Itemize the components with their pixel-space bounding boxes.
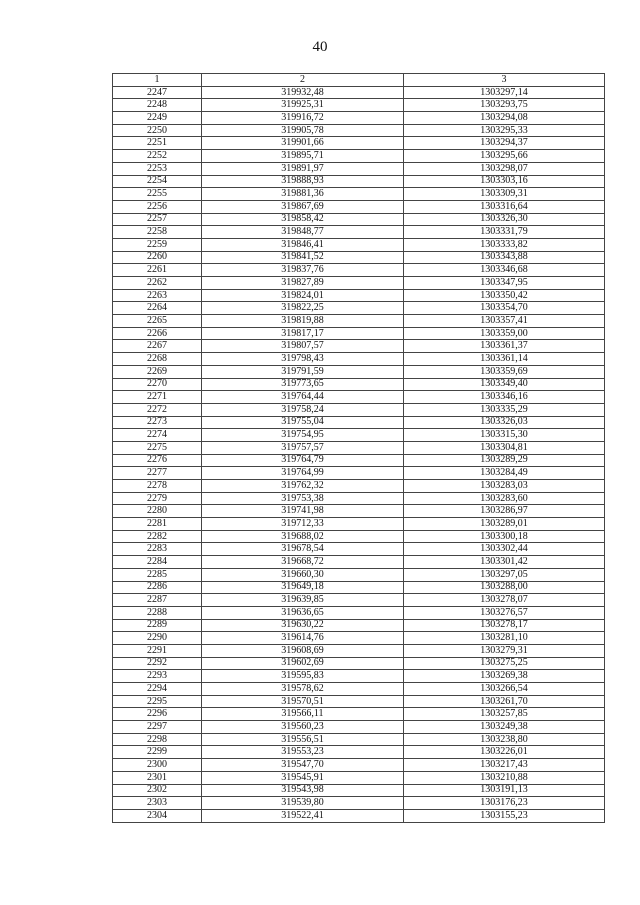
x-coordinate-cell: 319916,72	[202, 112, 404, 125]
x-coordinate-cell: 319827,89	[202, 277, 404, 290]
row-number-cell: 2296	[113, 708, 202, 721]
x-coordinate-cell: 319741,98	[202, 505, 404, 518]
row-number-cell: 2276	[113, 454, 202, 467]
table-row	[113, 226, 605, 239]
table-row	[113, 606, 605, 619]
row-number-cell: 2269	[113, 365, 202, 378]
table-row	[113, 721, 605, 734]
y-coordinate-cell: 1303303,16	[404, 175, 605, 188]
x-coordinate-cell: 319758,24	[202, 403, 404, 416]
row-number-cell: 2286	[113, 581, 202, 594]
row-number-cell: 2256	[113, 200, 202, 213]
table-row	[113, 518, 605, 531]
row-number-cell: 2285	[113, 568, 202, 581]
y-coordinate-cell: 1303276,57	[404, 606, 605, 619]
x-coordinate-cell: 319824,01	[202, 289, 404, 302]
y-coordinate-cell: 1303283,03	[404, 480, 605, 493]
row-number-cell: 2258	[113, 226, 202, 239]
table-row	[113, 403, 605, 416]
x-coordinate-cell: 319895,71	[202, 150, 404, 163]
row-number-cell: 2293	[113, 670, 202, 683]
row-number-cell: 2298	[113, 733, 202, 746]
table-row	[113, 213, 605, 226]
y-coordinate-cell: 1303266,54	[404, 683, 605, 696]
y-coordinate-cell: 1303275,25	[404, 657, 605, 670]
x-coordinate-cell: 319668,72	[202, 556, 404, 569]
table-row	[113, 543, 605, 556]
table-row	[113, 708, 605, 721]
row-number-cell: 2261	[113, 264, 202, 277]
x-coordinate-cell: 319807,57	[202, 340, 404, 353]
x-coordinate-cell: 319688,02	[202, 530, 404, 543]
table-row	[113, 809, 605, 822]
table-row	[113, 797, 605, 810]
row-number-cell: 2255	[113, 188, 202, 201]
row-number-cell: 2248	[113, 99, 202, 112]
y-coordinate-cell: 1303281,10	[404, 632, 605, 645]
y-coordinate-cell: 1303359,69	[404, 365, 605, 378]
row-number-cell: 2282	[113, 530, 202, 543]
y-coordinate-cell: 1303304,81	[404, 441, 605, 454]
y-coordinate-cell: 1303298,07	[404, 162, 605, 175]
table-row	[113, 391, 605, 404]
table-header-row	[113, 74, 605, 87]
x-coordinate-cell: 319566,11	[202, 708, 404, 721]
table-row	[113, 416, 605, 429]
x-coordinate-cell: 319846,41	[202, 238, 404, 251]
table-row	[113, 695, 605, 708]
y-coordinate-cell: 1303361,37	[404, 340, 605, 353]
x-coordinate-cell: 319636,65	[202, 606, 404, 619]
table-row	[113, 441, 605, 454]
y-coordinate-cell: 1303295,66	[404, 150, 605, 163]
row-number-cell: 2249	[113, 112, 202, 125]
y-coordinate-cell: 1303191,13	[404, 784, 605, 797]
y-coordinate-cell: 1303297,14	[404, 86, 605, 99]
y-coordinate-cell: 1303289,29	[404, 454, 605, 467]
row-number-cell: 2251	[113, 137, 202, 150]
row-number-cell: 2280	[113, 505, 202, 518]
table-row	[113, 251, 605, 264]
y-coordinate-cell: 1303357,41	[404, 315, 605, 328]
row-number-cell: 2264	[113, 302, 202, 315]
table-row	[113, 568, 605, 581]
row-number-cell: 2291	[113, 644, 202, 657]
x-coordinate-cell: 319888,93	[202, 175, 404, 188]
table-row	[113, 340, 605, 353]
row-number-cell: 2287	[113, 594, 202, 607]
table-row	[113, 644, 605, 657]
column-header-3: 3	[404, 74, 605, 87]
row-number-cell: 2265	[113, 315, 202, 328]
y-coordinate-cell: 1303361,14	[404, 353, 605, 366]
row-number-cell: 2284	[113, 556, 202, 569]
row-number-cell: 2304	[113, 809, 202, 822]
y-coordinate-cell: 1303294,37	[404, 137, 605, 150]
table-row	[113, 429, 605, 442]
y-coordinate-cell: 1303315,30	[404, 429, 605, 442]
y-coordinate-cell: 1303346,68	[404, 264, 605, 277]
x-coordinate-cell: 319560,23	[202, 721, 404, 734]
table-row	[113, 594, 605, 607]
y-coordinate-cell: 1303261,70	[404, 695, 605, 708]
y-coordinate-cell: 1303309,31	[404, 188, 605, 201]
table-row	[113, 124, 605, 137]
x-coordinate-cell: 319798,43	[202, 353, 404, 366]
y-coordinate-cell: 1303286,97	[404, 505, 605, 518]
y-coordinate-cell: 1303288,00	[404, 581, 605, 594]
y-coordinate-cell: 1303176,23	[404, 797, 605, 810]
table-row	[113, 175, 605, 188]
row-number-cell: 2289	[113, 619, 202, 632]
row-number-cell: 2271	[113, 391, 202, 404]
row-number-cell: 2294	[113, 683, 202, 696]
table-row	[113, 683, 605, 696]
x-coordinate-cell: 319614,76	[202, 632, 404, 645]
y-coordinate-cell: 1303359,00	[404, 327, 605, 340]
x-coordinate-cell: 319602,69	[202, 657, 404, 670]
x-coordinate-cell: 319543,98	[202, 784, 404, 797]
table-row	[113, 264, 605, 277]
x-coordinate-cell: 319678,54	[202, 543, 404, 556]
x-coordinate-cell: 319556,51	[202, 733, 404, 746]
x-coordinate-cell: 319547,70	[202, 759, 404, 772]
x-coordinate-cell: 319630,22	[202, 619, 404, 632]
table-row	[113, 771, 605, 784]
table-body	[113, 86, 605, 822]
x-coordinate-cell: 319757,57	[202, 441, 404, 454]
y-coordinate-cell: 1303350,42	[404, 289, 605, 302]
row-number-cell: 2257	[113, 213, 202, 226]
y-coordinate-cell: 1303284,49	[404, 467, 605, 480]
row-number-cell: 2297	[113, 721, 202, 734]
row-number-cell: 2274	[113, 429, 202, 442]
table-row	[113, 327, 605, 340]
y-coordinate-cell: 1303316,64	[404, 200, 605, 213]
row-number-cell: 2278	[113, 480, 202, 493]
x-coordinate-cell: 319817,17	[202, 327, 404, 340]
row-number-cell: 2275	[113, 441, 202, 454]
table-row	[113, 657, 605, 670]
table-row	[113, 200, 605, 213]
row-number-cell: 2247	[113, 86, 202, 99]
table-row	[113, 733, 605, 746]
x-coordinate-cell: 319570,51	[202, 695, 404, 708]
y-coordinate-cell: 1303238,80	[404, 733, 605, 746]
y-coordinate-cell: 1303226,01	[404, 746, 605, 759]
x-coordinate-cell: 319905,78	[202, 124, 404, 137]
y-coordinate-cell: 1303217,43	[404, 759, 605, 772]
row-number-cell: 2277	[113, 467, 202, 480]
coordinates-table	[112, 73, 605, 823]
x-coordinate-cell: 319649,18	[202, 581, 404, 594]
row-number-cell: 2281	[113, 518, 202, 531]
y-coordinate-cell: 1303331,79	[404, 226, 605, 239]
table-row	[113, 378, 605, 391]
y-coordinate-cell: 1303333,82	[404, 238, 605, 251]
table-row	[113, 670, 605, 683]
row-number-cell: 2270	[113, 378, 202, 391]
table-row	[113, 289, 605, 302]
column-header-1: 1	[113, 74, 202, 87]
table-row	[113, 137, 605, 150]
row-number-cell: 2250	[113, 124, 202, 137]
y-coordinate-cell: 1303335,29	[404, 403, 605, 416]
x-coordinate-cell: 319867,69	[202, 200, 404, 213]
x-coordinate-cell: 319764,99	[202, 467, 404, 480]
y-coordinate-cell: 1303278,17	[404, 619, 605, 632]
y-coordinate-cell: 1303279,31	[404, 644, 605, 657]
row-number-cell: 2301	[113, 771, 202, 784]
table-row	[113, 454, 605, 467]
x-coordinate-cell: 319819,88	[202, 315, 404, 328]
row-number-cell: 2268	[113, 353, 202, 366]
x-coordinate-cell: 319578,62	[202, 683, 404, 696]
table-row	[113, 505, 605, 518]
table-row	[113, 492, 605, 505]
y-coordinate-cell: 1303155,23	[404, 809, 605, 822]
x-coordinate-cell: 319791,59	[202, 365, 404, 378]
table-row	[113, 467, 605, 480]
row-number-cell: 2252	[113, 150, 202, 163]
row-number-cell: 2290	[113, 632, 202, 645]
x-coordinate-cell: 319764,44	[202, 391, 404, 404]
table-row	[113, 112, 605, 125]
y-coordinate-cell: 1303283,60	[404, 492, 605, 505]
table-row	[113, 556, 605, 569]
y-coordinate-cell: 1303300,18	[404, 530, 605, 543]
y-coordinate-cell: 1303249,38	[404, 721, 605, 734]
x-coordinate-cell: 319762,32	[202, 480, 404, 493]
table-row	[113, 632, 605, 645]
row-number-cell: 2254	[113, 175, 202, 188]
row-number-cell: 2279	[113, 492, 202, 505]
table-row	[113, 746, 605, 759]
x-coordinate-cell: 319553,23	[202, 746, 404, 759]
table-row	[113, 277, 605, 290]
row-number-cell: 2283	[113, 543, 202, 556]
x-coordinate-cell: 319858,42	[202, 213, 404, 226]
y-coordinate-cell: 1303294,08	[404, 112, 605, 125]
x-coordinate-cell: 319881,36	[202, 188, 404, 201]
x-coordinate-cell: 319545,91	[202, 771, 404, 784]
table-row	[113, 784, 605, 797]
y-coordinate-cell: 1303326,30	[404, 213, 605, 226]
y-coordinate-cell: 1303326,03	[404, 416, 605, 429]
row-number-cell: 2273	[113, 416, 202, 429]
table-row	[113, 480, 605, 493]
y-coordinate-cell: 1303297,05	[404, 568, 605, 581]
y-coordinate-cell: 1303346,16	[404, 391, 605, 404]
y-coordinate-cell: 1303354,70	[404, 302, 605, 315]
x-coordinate-cell: 319822,25	[202, 302, 404, 315]
row-number-cell: 2302	[113, 784, 202, 797]
y-coordinate-cell: 1303295,33	[404, 124, 605, 137]
x-coordinate-cell: 319755,04	[202, 416, 404, 429]
x-coordinate-cell: 319660,30	[202, 568, 404, 581]
row-number-cell: 2295	[113, 695, 202, 708]
x-coordinate-cell: 319712,33	[202, 518, 404, 531]
table-row	[113, 581, 605, 594]
y-coordinate-cell: 1303278,07	[404, 594, 605, 607]
x-coordinate-cell: 319901,66	[202, 137, 404, 150]
x-coordinate-cell: 319925,31	[202, 99, 404, 112]
row-number-cell: 2260	[113, 251, 202, 264]
table-row	[113, 162, 605, 175]
y-coordinate-cell: 1303289,01	[404, 518, 605, 531]
row-number-cell: 2272	[113, 403, 202, 416]
x-coordinate-cell: 319848,77	[202, 226, 404, 239]
y-coordinate-cell: 1303210,88	[404, 771, 605, 784]
x-coordinate-cell: 319773,65	[202, 378, 404, 391]
table-row	[113, 302, 605, 315]
x-coordinate-cell: 319639,85	[202, 594, 404, 607]
x-coordinate-cell: 319753,38	[202, 492, 404, 505]
x-coordinate-cell: 319841,52	[202, 251, 404, 264]
row-number-cell: 2262	[113, 277, 202, 290]
row-number-cell: 2303	[113, 797, 202, 810]
row-number-cell: 2259	[113, 238, 202, 251]
table-row	[113, 188, 605, 201]
x-coordinate-cell: 319522,41	[202, 809, 404, 822]
y-coordinate-cell: 1303293,75	[404, 99, 605, 112]
y-coordinate-cell: 1303302,44	[404, 543, 605, 556]
row-number-cell: 2300	[113, 759, 202, 772]
row-number-cell: 2253	[113, 162, 202, 175]
table-row	[113, 353, 605, 366]
table-row	[113, 86, 605, 99]
x-coordinate-cell: 319539,80	[202, 797, 404, 810]
table-row	[113, 365, 605, 378]
row-number-cell: 2266	[113, 327, 202, 340]
table-row	[113, 759, 605, 772]
row-number-cell: 2299	[113, 746, 202, 759]
row-number-cell: 2267	[113, 340, 202, 353]
table-row	[113, 150, 605, 163]
row-number-cell: 2288	[113, 606, 202, 619]
table-row	[113, 238, 605, 251]
x-coordinate-cell: 319837,76	[202, 264, 404, 277]
y-coordinate-cell: 1303257,85	[404, 708, 605, 721]
x-coordinate-cell: 319595,83	[202, 670, 404, 683]
column-header-2: 2	[202, 74, 404, 87]
x-coordinate-cell: 319932,48	[202, 86, 404, 99]
table-row	[113, 530, 605, 543]
page-number: 40	[312, 39, 328, 55]
x-coordinate-cell: 319754,95	[202, 429, 404, 442]
row-number-cell: 2263	[113, 289, 202, 302]
x-coordinate-cell: 319764,79	[202, 454, 404, 467]
y-coordinate-cell: 1303349,40	[404, 378, 605, 391]
x-coordinate-cell: 319891,97	[202, 162, 404, 175]
x-coordinate-cell: 319608,69	[202, 644, 404, 657]
table-row	[113, 99, 605, 112]
table-row	[113, 619, 605, 632]
row-number-cell: 2292	[113, 657, 202, 670]
y-coordinate-cell: 1303343,88	[404, 251, 605, 264]
table-row	[113, 315, 605, 328]
y-coordinate-cell: 1303347,95	[404, 277, 605, 290]
y-coordinate-cell: 1303269,38	[404, 670, 605, 683]
y-coordinate-cell: 1303301,42	[404, 556, 605, 569]
